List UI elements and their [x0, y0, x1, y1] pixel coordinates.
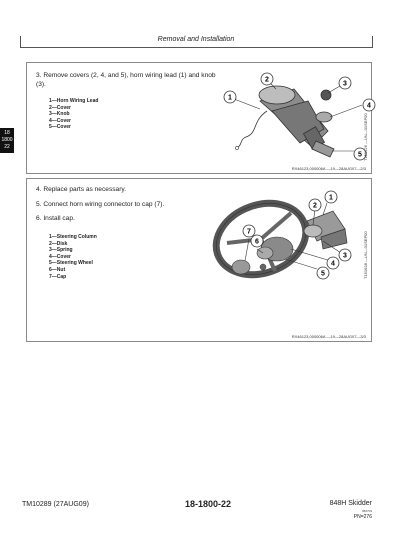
callout-4: 4	[331, 260, 335, 268]
step-6-text: 6. Install cap.	[36, 215, 75, 222]
step-box-removal	[26, 62, 372, 174]
footer-model: 848H Skidder	[329, 500, 372, 507]
legend-item: 3—Knob	[49, 111, 70, 118]
step-4-text: 4. Replace parts as necessary.	[36, 186, 127, 193]
footer-manual-id: TM10289 (27AUG09)	[22, 501, 89, 508]
legend-item: 1—Steering Column	[49, 234, 97, 240]
reference-code-2: RX46123,000006A —19—28AUG07—3/3	[291, 334, 366, 339]
callout-1: 1	[228, 94, 232, 102]
section-tab	[0, 128, 14, 153]
section-tab-line1: 18	[4, 130, 10, 136]
callout-5: 5	[358, 151, 362, 159]
callout-3: 3	[343, 80, 347, 88]
legend-list-2	[49, 234, 97, 280]
callout-2: 2	[265, 76, 269, 84]
legend-item: 5—Steering Wheel	[49, 260, 93, 267]
section-tab-line2: 1800	[1, 137, 13, 143]
callout-3: 3	[343, 252, 347, 260]
callout-2: 2	[313, 202, 317, 210]
figure-code-1: T151626 —UN—01SEP00	[363, 113, 368, 161]
callout-4: 4	[367, 102, 371, 110]
callout-1: 1	[329, 194, 333, 202]
legend-item: 6—Nut	[49, 266, 66, 273]
figure-code-2: T151628 —UN—01SEP00	[363, 231, 368, 279]
legend-list-1	[49, 98, 98, 131]
legend-item: 3—Spring	[49, 247, 73, 254]
step-5-text: 5. Connect horn wiring connector to cap (7).	[36, 201, 165, 208]
footer-date-code: 082709	[361, 509, 372, 513]
legend-item: 5—Cover	[49, 124, 71, 131]
footer-pn: PN=276	[353, 514, 372, 520]
header-tick-right	[372, 36, 373, 48]
page-header-title: Removal and Installation	[157, 36, 235, 43]
callout-6: 6	[255, 238, 259, 246]
step-3-text: 3. Remove covers (2, 4, and 5), horn wiring lead (1) and knob (3).	[36, 72, 216, 88]
steering-wheel-illustration-2	[205, 183, 357, 303]
section-tab-line3: 22	[4, 144, 10, 150]
callout-5: 5	[321, 270, 325, 278]
header-rule	[20, 47, 372, 48]
callout-7: 7	[247, 228, 251, 236]
legend-item: 4—Cover	[49, 253, 71, 260]
legend-item: 1—Horn Wiring Lead	[49, 98, 99, 104]
legend-item: 2—Disk	[49, 240, 68, 247]
legend-item: 7—Cap	[49, 273, 67, 280]
legend-item: 2—Cover	[49, 104, 71, 111]
legend-item: 4—Cover	[49, 117, 71, 124]
step-box-installation	[26, 178, 372, 342]
reference-code-1: RX46123,000006A —19—28AUG07—2/3	[291, 166, 366, 171]
footer-page-number: 18-1800-22	[184, 499, 232, 509]
